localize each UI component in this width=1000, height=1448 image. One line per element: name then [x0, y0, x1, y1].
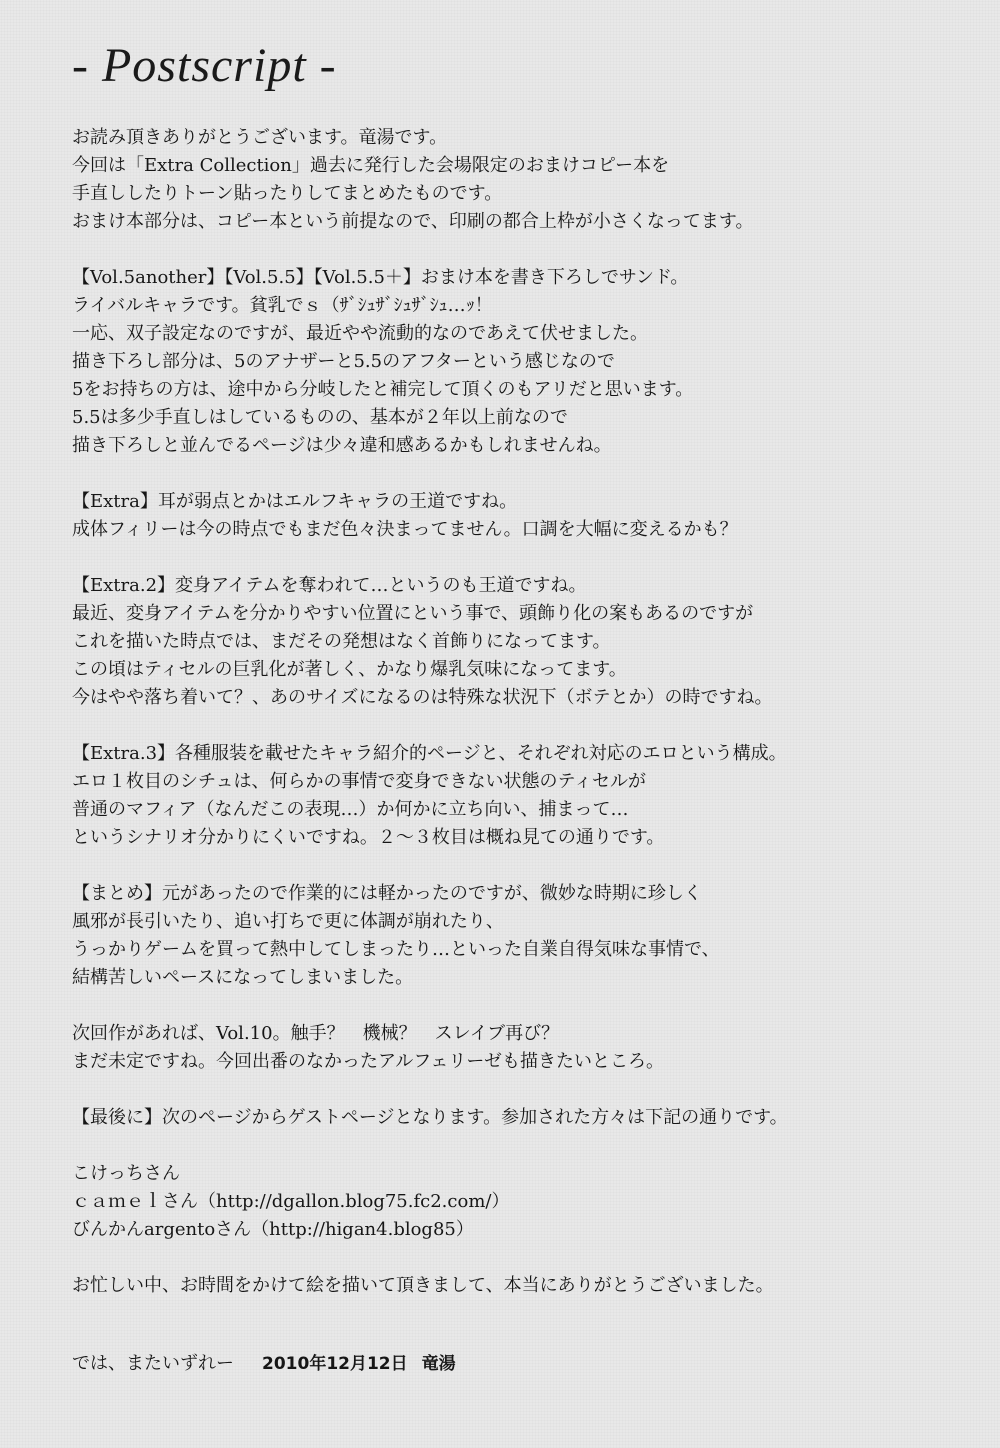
paragraph-finally	[72, 1104, 952, 1132]
guest-entry: びんかんargentoさん（http://higan4.blog85）	[72, 1219, 474, 1240]
page-title: - Postscript -	[72, 39, 337, 92]
paragraph-extra	[72, 488, 952, 544]
closing-author: 竜湯	[421, 1354, 456, 1374]
text-line: まだ未定ですね。今回出番のなかったアルフェリーゼも描きたいところ。	[72, 1051, 665, 1072]
paragraph-vol5	[72, 264, 952, 460]
text-line: 【Extra】耳が弱点とかはエルフキャラの王道ですね。	[72, 491, 518, 512]
text-line: 今はやや落ち着いて？、あのサイズになるのは特殊な状況下（ボテとか）の時ですね。	[72, 687, 773, 708]
paragraph-extra-3	[72, 740, 952, 852]
text-line: 手直ししたりトーン貼ったりしてまとめたものです。	[72, 183, 503, 204]
guest-list	[72, 1160, 952, 1244]
closing-text: では、またいずれー	[72, 1353, 234, 1374]
text-line: というシナリオ分かりにくいですね。２～３枚目は概ね見ての通りです。	[72, 827, 665, 848]
guest-entry: ｃａｍｅｌさん（http://dgallon.blog75.fc2.com/）	[72, 1191, 510, 1212]
text-line: 今回は「Extra Collection」過去に発行した会場限定のおまけコピー本を	[72, 155, 670, 176]
text-line: 結構苦しいペースになってしまいました。	[72, 967, 414, 988]
text-line: 次回作があれば、Vol.10。触手？ 機械？ スレイブ再び？	[72, 1023, 560, 1044]
paragraph-summary	[72, 880, 952, 992]
text-line: 5.5は多少手直しはしているものの、基本が２年以上前なので	[72, 407, 568, 428]
text-line: ライバルキャラです。貧乳でｓ（ｻﾞｼｭｻﾞｼｭｻﾞｼｭ…ｯ！	[72, 295, 493, 316]
text-line: 【まとめ】元があったので作業的には軽かったのですが、微妙な時期に珍しく	[72, 883, 702, 904]
text-line: 成体フィリーは今の時点でもまだ色々決まってません。口調を大幅に変えるかも？	[72, 519, 738, 540]
text-line: この頃はティセルの巨乳化が著しく、かなり爆乳気味になってます。	[72, 659, 627, 680]
text-line: 風邪が長引いたり、追い打ちで更に体調が崩れたり、	[72, 911, 504, 932]
text-line: 【Vol.5another】【Vol.5.5】【Vol.5.5＋】おまけ本を書き下ろしでサンド。	[72, 267, 689, 288]
text-line: 普通のマフィア（なんだこの表現…）か何かに立ち向い、捕まって…	[72, 799, 629, 820]
text-line: 最近、変身アイテムを分かりやすい位置にという事で、頭飾り化の案もあるのですが	[72, 603, 754, 624]
paragraph-intro	[72, 124, 952, 236]
text-line: お読み頂きありがとうございます。竜湯です。	[72, 127, 448, 148]
text-line: 【Extra.2】変身アイテムを奪われて…というのも王道ですね。	[72, 575, 587, 596]
paragraph-thanks	[72, 1272, 952, 1300]
text-line: 5をお持ちの方は、途中から分岐したと補完して頂くのもアリだと思います。	[72, 379, 694, 400]
text-line: これを描いた時点では、まだその発想はなく首飾りになってます。	[72, 631, 611, 652]
guest-entry: こけっちさん	[72, 1163, 180, 1184]
text-line: うっかりゲームを買って熱中してしまったり…といった自業自得気味な事情で、	[72, 939, 720, 960]
postscript-body	[72, 124, 952, 1328]
text-line: お忙しい中、お時間をかけて絵を描いて頂きまして、本当にありがとうございました。	[72, 1275, 774, 1296]
paragraph-next-work	[72, 1020, 952, 1076]
text-line: 描き下ろし部分は、5のアナザーと5.5のアフターという感じなので	[72, 351, 615, 372]
closing-date: 2010年12月12日	[262, 1354, 408, 1374]
text-line: おまけ本部分は、コピー本という前提なので、印刷の都合上枠が小さくなってます。	[72, 211, 754, 232]
text-line: 一応、双子設定なのですが、最近やや流動的なのであえて伏せました。	[72, 323, 648, 344]
text-line: エロ１枚目のシチュは、何らかの事情で変身できない状態のティセルが	[72, 771, 647, 792]
text-line: 【Extra.3】各種服装を載せたキャラ紹介的ページと、それぞれ対応のエロという構成。	[72, 743, 787, 764]
text-line: 描き下ろしと並んでるページは少々違和感あるかもしれませんね。	[72, 435, 612, 456]
text-line: 【最後に】次のページからゲストページとなります。参加された方々は下記の通りです。	[72, 1107, 788, 1128]
closing-signature	[72, 1350, 952, 1378]
paragraph-extra-2	[72, 572, 952, 712]
